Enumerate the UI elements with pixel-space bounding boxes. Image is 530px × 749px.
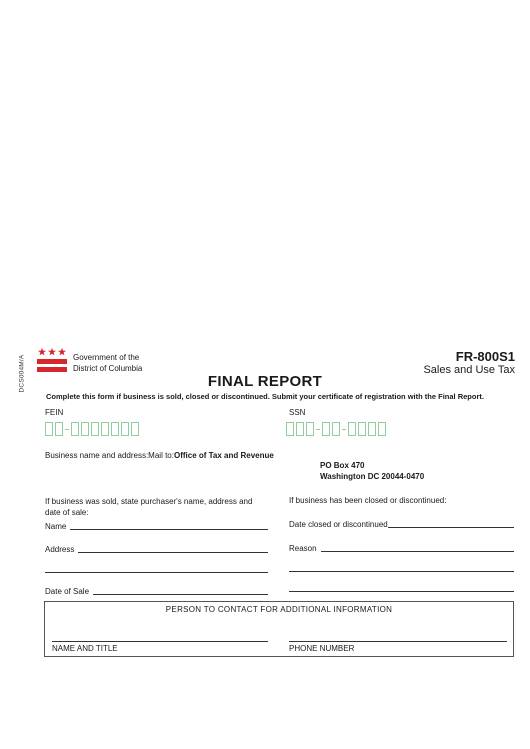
ssn-digit-box[interactable] [306, 422, 314, 436]
gov-line-1: Government of the [73, 353, 140, 362]
government-name [73, 352, 142, 374]
ssn-digit-box[interactable] [348, 422, 356, 436]
date-closed-label: Date closed or discontinued [289, 520, 388, 529]
date-of-sale-line[interactable] [93, 594, 268, 595]
ssn-separator [316, 429, 320, 430]
po-box: PO Box 470 [320, 461, 365, 470]
name-line[interactable] [70, 529, 268, 530]
sold-instructions [45, 496, 252, 518]
address-line-2[interactable] [45, 572, 268, 573]
ssn-separator [342, 429, 346, 430]
flag-star-icon [48, 348, 56, 356]
sold-line-2: date of sale: [45, 508, 89, 517]
business-mail-row [45, 451, 274, 460]
ssn-digit-box[interactable] [368, 422, 376, 436]
date-of-sale-label: Date of Sale [45, 587, 90, 596]
fein-separator [65, 429, 69, 430]
name-label: Name [45, 522, 67, 531]
form-subtitle: Sales and Use Tax [423, 364, 515, 376]
ssn-digit-box[interactable] [332, 422, 340, 436]
phone-line[interactable] [289, 641, 507, 642]
fein-digit-box[interactable] [111, 422, 119, 436]
contact-heading: PERSON TO CONTACT FOR ADDITIONAL INFORMATION [165, 605, 393, 614]
ssn-digit-box[interactable] [358, 422, 366, 436]
flag-bar-bottom [37, 367, 67, 372]
ssn-digit-box[interactable] [378, 422, 386, 436]
form-side-code: DCS004M/A [18, 354, 26, 393]
address-label: Address [45, 545, 75, 554]
page-title: FINAL REPORT [207, 373, 323, 390]
reason-line[interactable] [321, 551, 514, 552]
flag-bar-top [37, 359, 67, 364]
city-zip: Washington DC 20044-0470 [320, 472, 425, 481]
phone-label: PHONE NUMBER [289, 644, 355, 653]
name-title-line[interactable] [52, 641, 268, 642]
ssn-label: SSN [289, 408, 306, 417]
mail-to-office: Office of Tax and Revenue [173, 451, 274, 460]
fein-input[interactable] [45, 422, 141, 436]
sold-line-1: If business was sold, state purchaser's name, address and [45, 497, 253, 506]
business-name-label: Business name and address: [45, 451, 149, 460]
mailing-address [320, 460, 424, 482]
date-closed-line[interactable] [388, 527, 514, 528]
fein-digit-box[interactable] [71, 422, 79, 436]
fein-digit-box[interactable] [81, 422, 89, 436]
fein-digit-box[interactable] [45, 422, 53, 436]
fein-digit-box[interactable] [131, 422, 139, 436]
fein-digit-box[interactable] [55, 422, 63, 436]
reason-label: Reason [289, 544, 317, 553]
reason-line-3[interactable] [289, 591, 514, 592]
ssn-digit-box[interactable] [322, 422, 330, 436]
gov-line-2: District of Columbia [73, 364, 143, 373]
fein-label: FEIN [45, 408, 64, 417]
ssn-digit-box[interactable] [296, 422, 304, 436]
form-number: FR-800S1 [455, 349, 515, 364]
instructions: Complete this form if business is sold, closed or discontinued. Submit your certificate of registration with the Final Report. [46, 392, 484, 401]
fein-digit-box[interactable] [91, 422, 99, 436]
flag-star-icon [38, 348, 46, 356]
closed-instructions: If business has been closed or discontinued: [289, 496, 447, 505]
fein-digit-box[interactable] [101, 422, 109, 436]
dc-flag-logo [37, 347, 67, 375]
mail-to-label: Mail to: [148, 451, 174, 460]
ssn-input[interactable] [286, 422, 388, 436]
name-title-label: NAME AND TITLE [52, 644, 118, 653]
ssn-digit-box[interactable] [286, 422, 294, 436]
address-line[interactable] [78, 552, 268, 553]
fein-digit-box[interactable] [121, 422, 129, 436]
flag-star-icon [58, 348, 66, 356]
reason-line-2[interactable] [289, 571, 514, 572]
